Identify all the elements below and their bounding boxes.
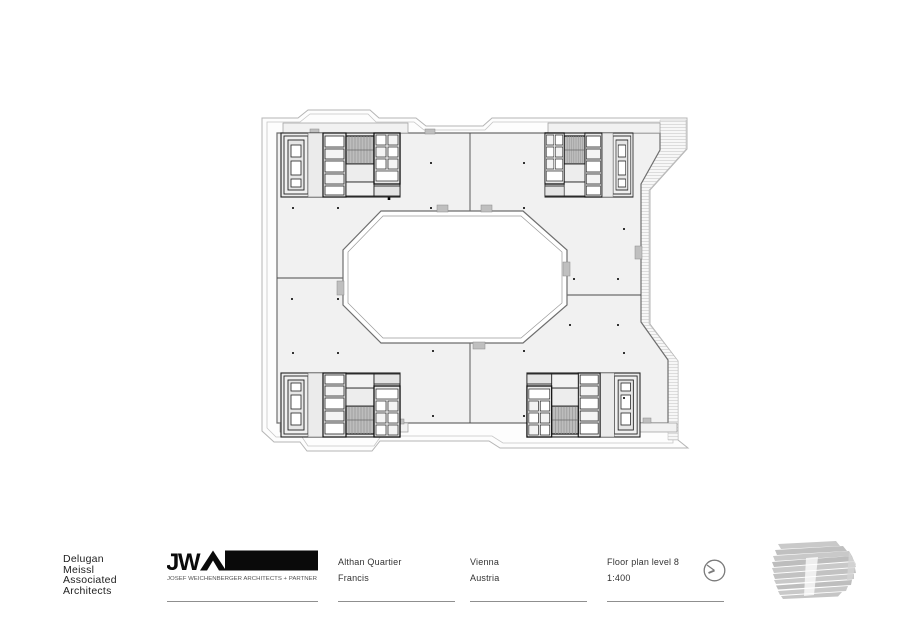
divider bbox=[607, 601, 724, 602]
building-model-thumbnail bbox=[748, 540, 873, 602]
location-city: Vienna bbox=[470, 557, 500, 567]
project-block bbox=[338, 555, 402, 586]
firm-name-line: Architects bbox=[63, 584, 112, 597]
core-top-right bbox=[545, 133, 633, 197]
firm-name bbox=[63, 554, 117, 596]
location-country: Austria bbox=[470, 572, 500, 583]
divider bbox=[338, 601, 455, 602]
location-block bbox=[470, 555, 499, 586]
firm-name-line: Meissl bbox=[63, 563, 95, 576]
project-name: Althan Quartier bbox=[338, 557, 402, 567]
jwa-logo-bar bbox=[225, 551, 318, 571]
jwa-logo-letters: JW bbox=[167, 550, 199, 576]
partner-logo bbox=[167, 550, 319, 589]
drawing-scale: 1:400 bbox=[607, 572, 631, 583]
jwa-logo bbox=[167, 550, 319, 584]
divider bbox=[470, 601, 587, 602]
firm-name-line: Delugan bbox=[63, 553, 104, 565]
firm-name-line: Associated bbox=[63, 574, 117, 587]
clock-icon bbox=[701, 557, 729, 585]
core-bottom-right bbox=[527, 373, 640, 437]
core-bottom-left bbox=[281, 373, 400, 437]
drawing-block bbox=[607, 555, 679, 586]
core-top-left bbox=[281, 133, 400, 197]
divider bbox=[167, 601, 318, 602]
drawing-title: Floor plan level 8 bbox=[607, 557, 680, 567]
atrium-octagon bbox=[343, 211, 567, 343]
jwa-logo-caption: JOSEF WEICHENBERGER ARCHITECTS + PARTNER bbox=[167, 576, 318, 582]
project-sub: Francis bbox=[338, 572, 369, 583]
